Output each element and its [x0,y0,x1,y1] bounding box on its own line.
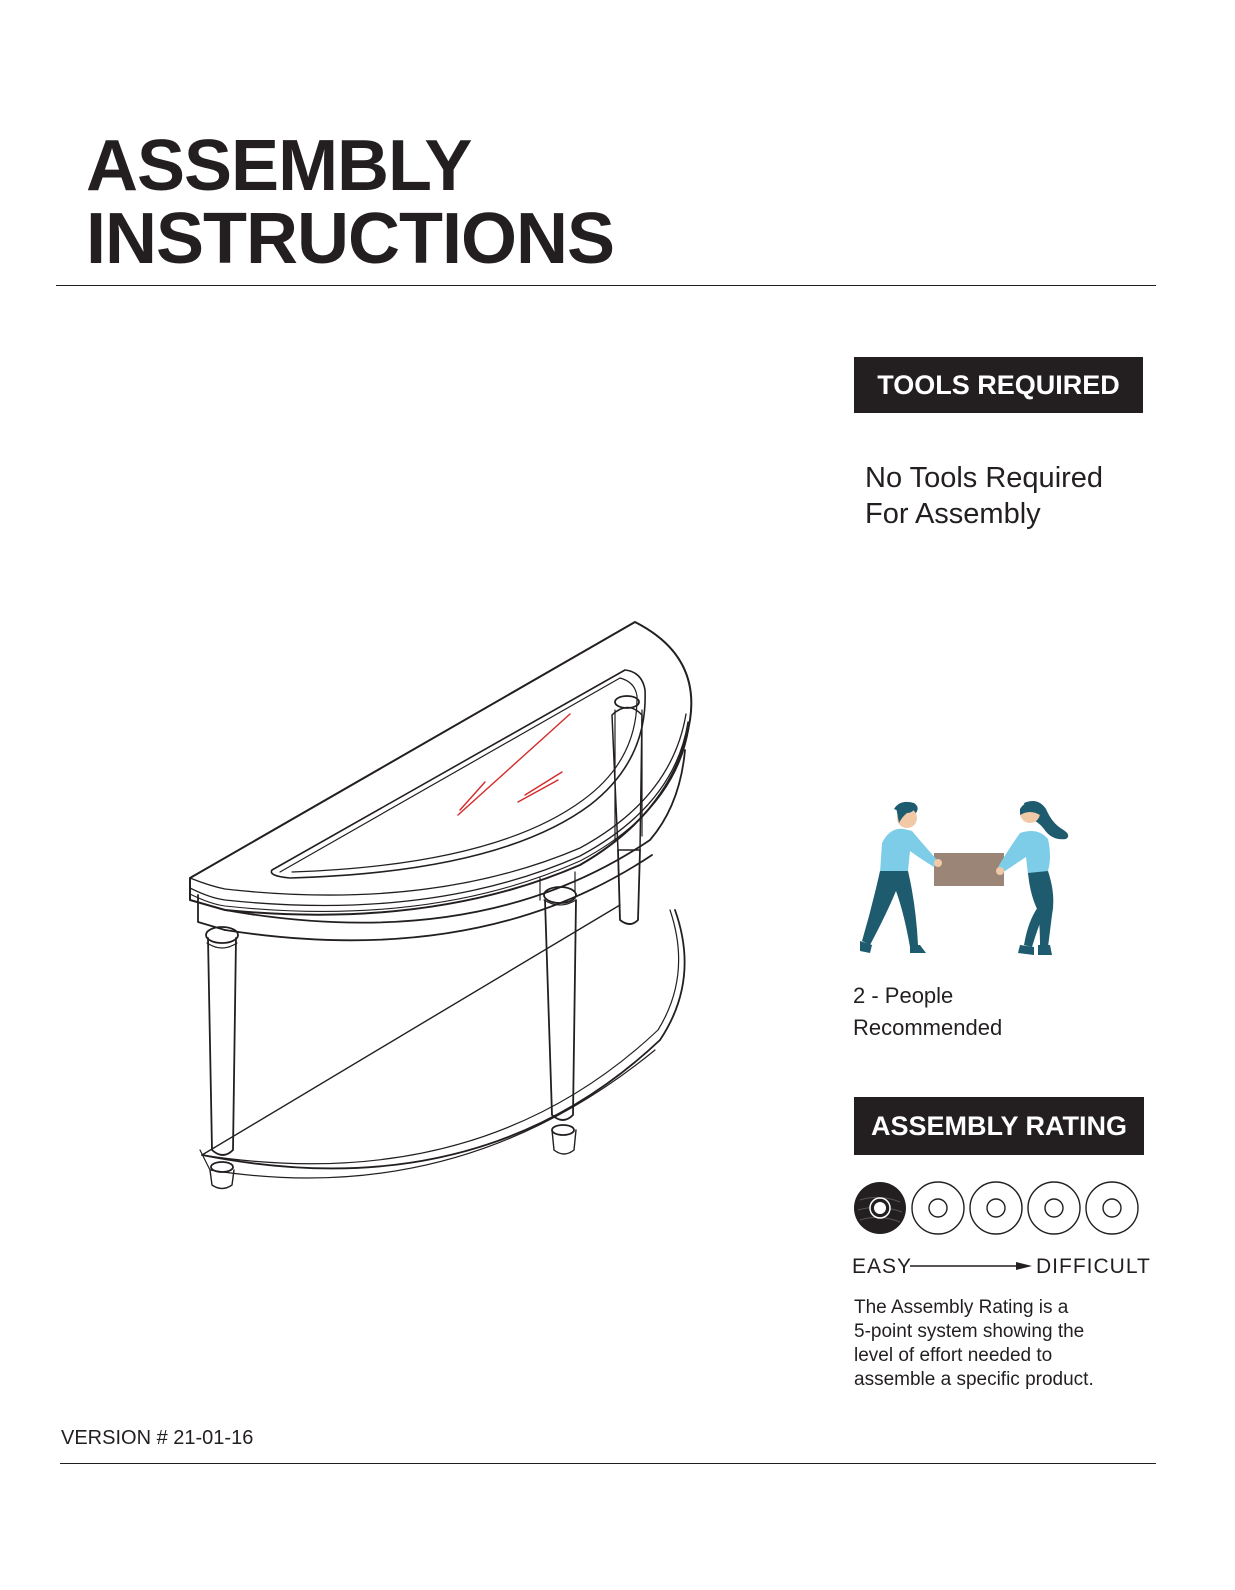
rating-dot-3 [970,1182,1022,1234]
rating-dot-2 [912,1182,964,1234]
header-divider [56,285,1156,286]
rating-dot-1-filled [854,1182,906,1234]
rating-dot-5 [1086,1182,1138,1234]
page-title-line-1: ASSEMBLY [86,126,472,206]
rating-desc-line-1: The Assembly Rating is a [854,1297,1069,1318]
tools-text-line-1: No Tools Required [865,462,1104,494]
rating-dot-4 [1028,1182,1080,1234]
tools-text-line-2: For Assembly [865,498,1041,530]
product-illustration [180,610,710,1210]
difficult-label: DIFFICULT [1036,1255,1151,1278]
version-number: VERSION # 21-01-16 [61,1427,254,1449]
rating-desc-line-4: assemble a specific product. [854,1369,1094,1390]
assembly-rating-label: ASSEMBLY RATING [854,1097,1144,1155]
people-text-line-2: Recommended [853,1015,1003,1040]
page-title-line-2: INSTRUCTIONS [86,199,614,279]
people-text-line-1: 2 - People [853,983,954,1008]
two-people-icon [852,795,1077,965]
easy-label: EASY [852,1255,913,1278]
rating-desc-line-2: 5-point system showing the [854,1321,1085,1342]
assembly-rating-scale [852,1180,1142,1238]
rating-desc-line-3: level of effort needed to [854,1345,1053,1366]
easy-to-difficult-arrow-icon [910,1259,1032,1273]
tools-required-label: TOOLS REQUIRED [854,357,1143,413]
footer-divider [60,1463,1156,1464]
